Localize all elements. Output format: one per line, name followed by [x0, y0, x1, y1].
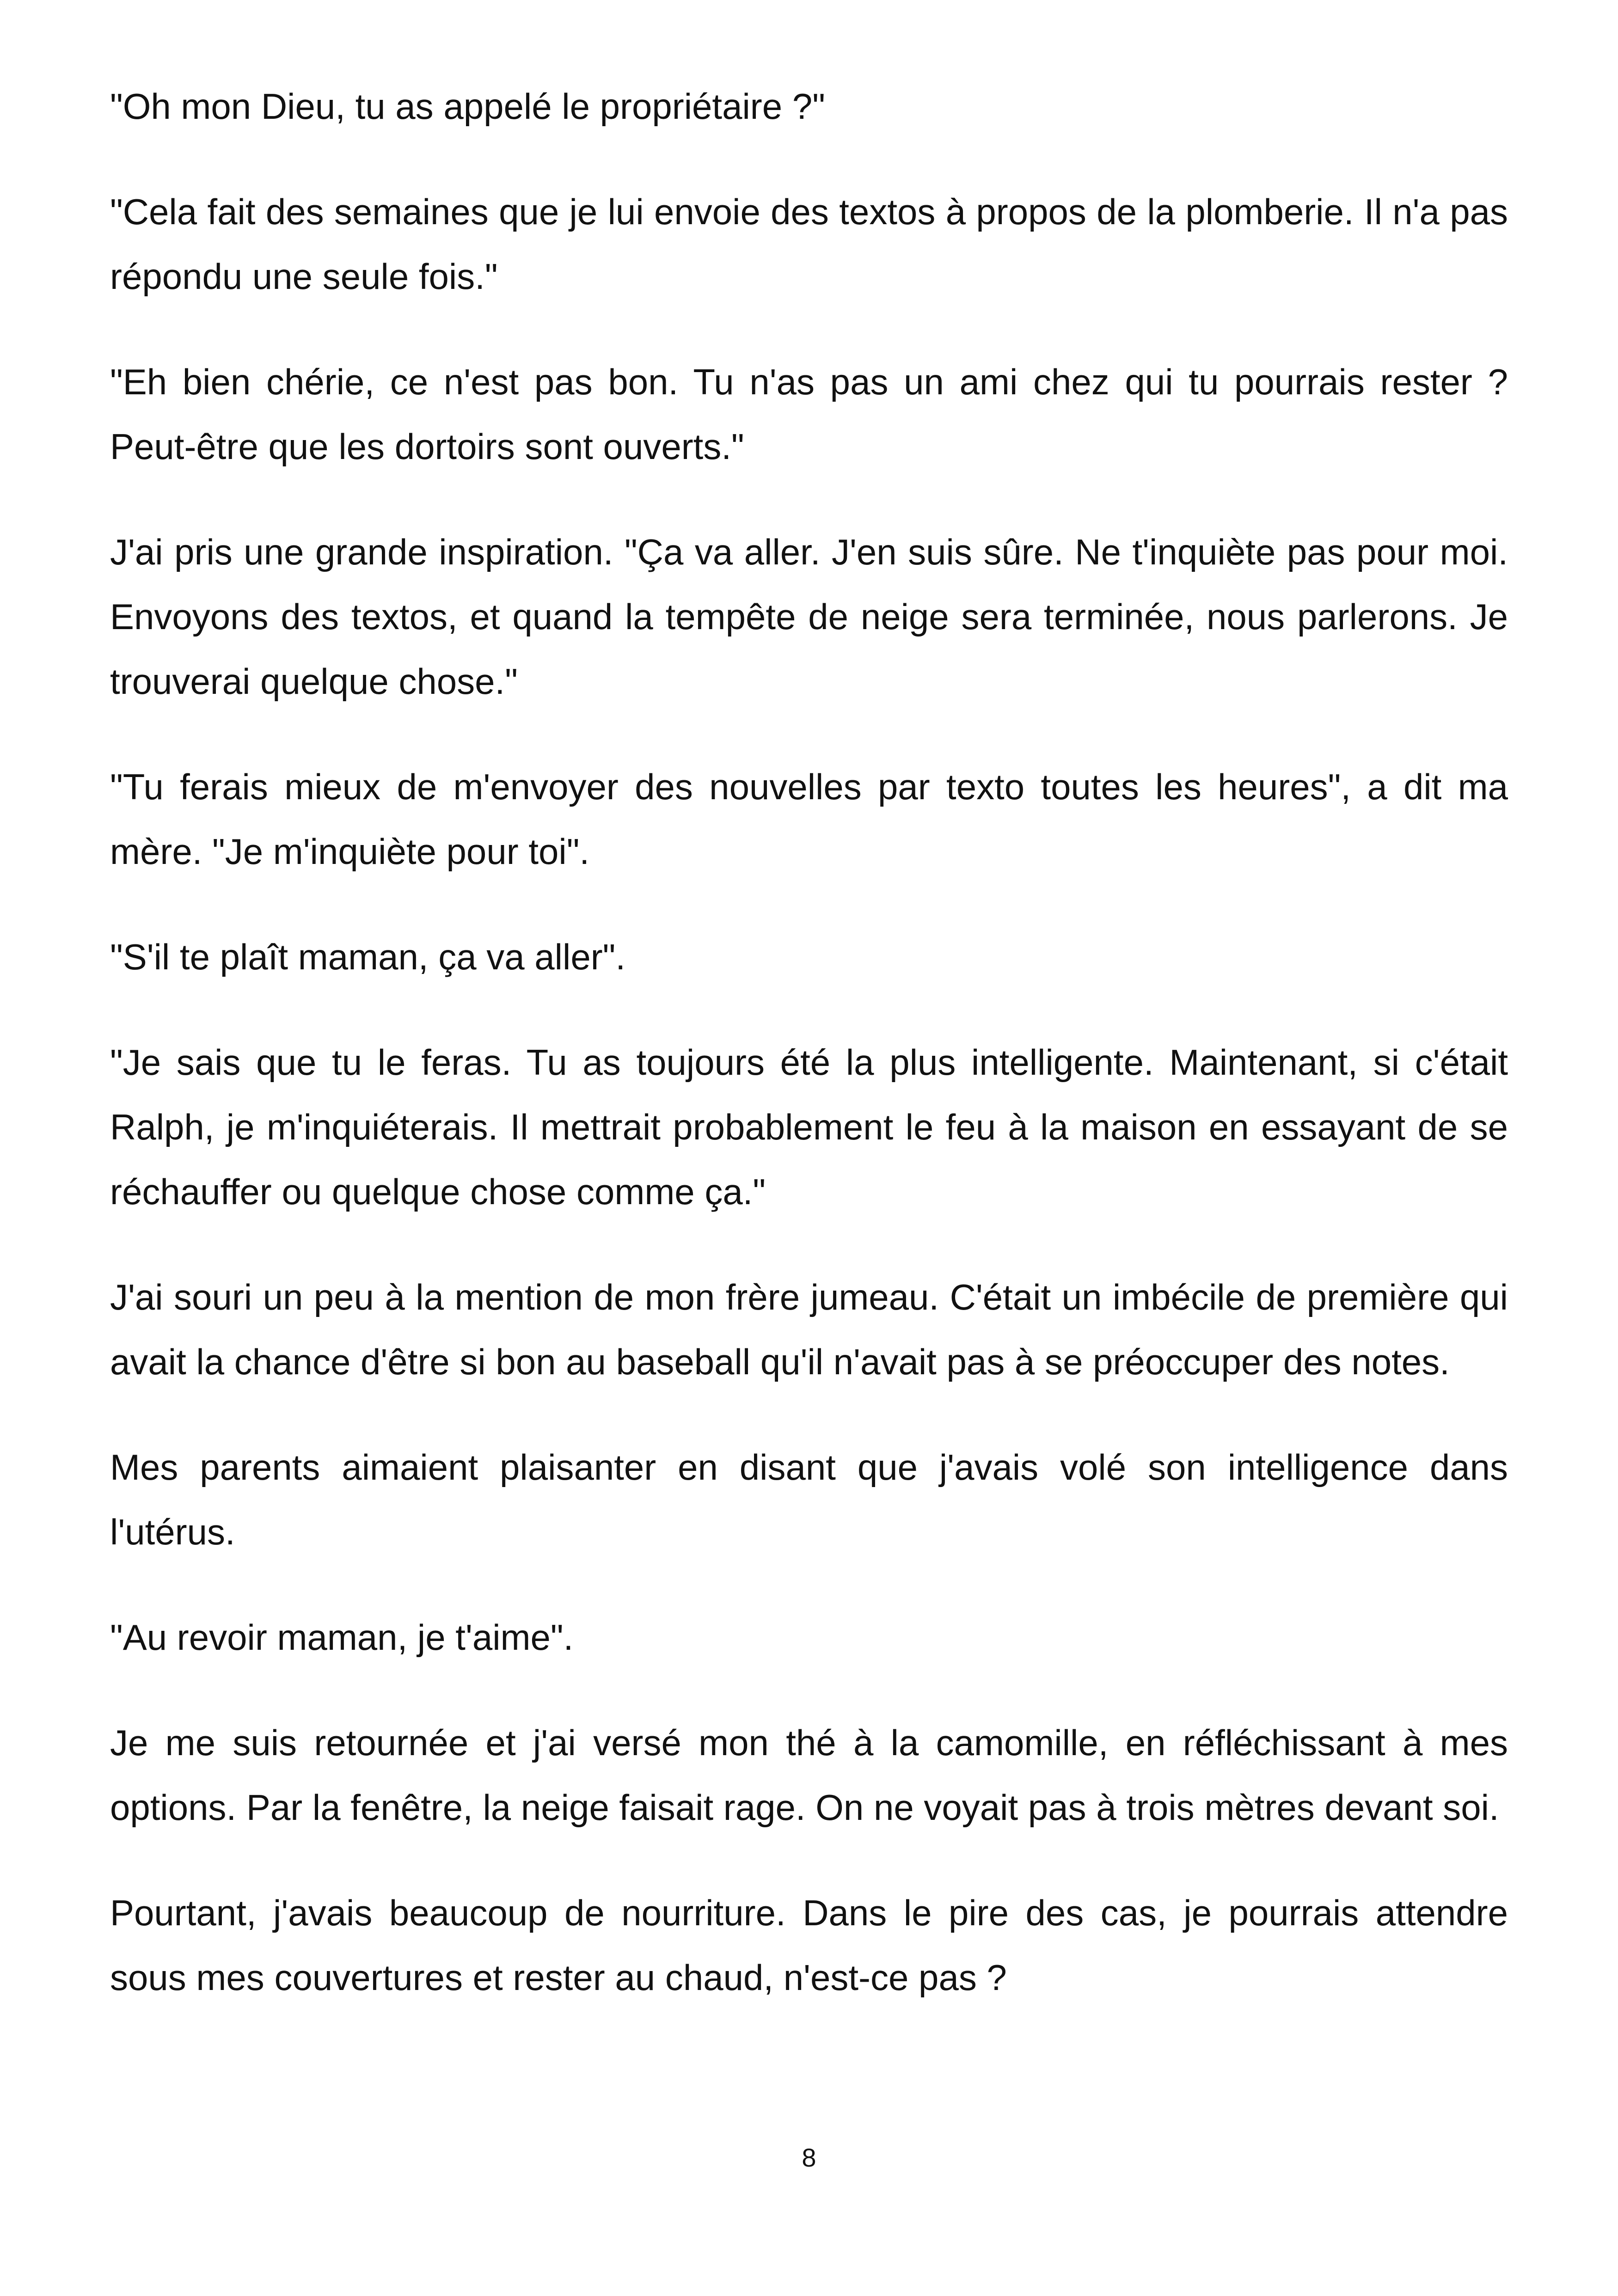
paragraph: Mes parents aimaient plaisanter en disant que j'avais volé son intelligence dans l'utérus.: [110, 1447, 1508, 1552]
paragraph: Je me suis retournée et j'ai versé mon thé à la camomille, en réfléchissant à mes options. Par la fenêtre, la neige faisait rage. On ne voyait pas à trois mètres devant soi.: [110, 1722, 1508, 1828]
paragraph: "Tu ferais mieux de m'envoyer des nouvelles par texto toutes les heures", a dit ma mère. "Je m'inquiète pour toi".: [110, 766, 1508, 872]
paragraph: J'ai souri un peu à la mention de mon frère jumeau. C'était un imbécile de première qui avait la chance d'être si bon au baseball qu'il n'avait pas à se préoccuper des notes.: [110, 1277, 1508, 1382]
paragraph: "Oh mon Dieu, tu as appelé le propriétaire ?": [110, 86, 825, 127]
page-number: 8: [802, 2143, 816, 2172]
paragraph: "Cela fait des semaines que je lui envoie des textos à propos de la plomberie. Il n'a pas répondu une seule fois.": [110, 191, 1508, 297]
paragraph: "S'il te plaît maman, ça va aller".: [110, 937, 626, 977]
paragraph: Pourtant, j'avais beaucoup de nourriture. Dans le pire des cas, je pourrais attendre sous mes couvertures et rester au chaud, n'est-ce pas ?: [110, 1892, 1508, 1998]
paragraph: "Au revoir maman, je t'aime".: [110, 1617, 574, 1658]
paragraph: J'ai pris une grande inspiration. "Ça va aller. J'en suis sûre. Ne t'inquiète pas pour moi. Envoyons des textos, et quand la tempête de neige sera terminée, nous parlerons. Je trouverai quelque chose.": [110, 532, 1508, 702]
paragraph: "Eh bien chérie, ce n'est pas bon. Tu n'as pas un ami chez qui tu pourrais rester ? Peut-être que les dortoirs sont ouverts.": [110, 361, 1508, 467]
body-text: [110, 74, 1508, 2051]
paragraph: "Je sais que tu le feras. Tu as toujours été la plus intelligente. Maintenant, si c'était Ralph, je m'inquiéterais. Il mettrait probablement le feu à la maison en essayant de se réchauffer ou quelque chose comme ça.": [110, 1042, 1508, 1212]
